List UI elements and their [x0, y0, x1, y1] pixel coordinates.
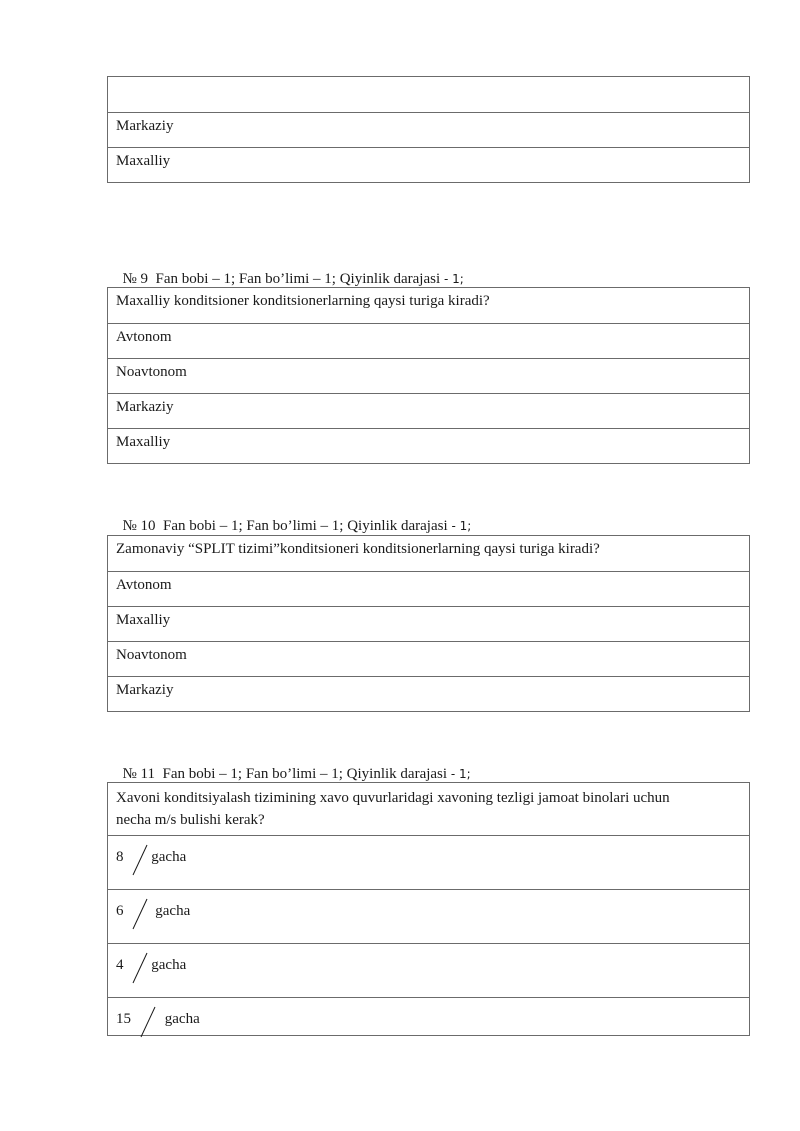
q11-table: [107, 782, 750, 1036]
q10-table: [107, 535, 750, 712]
q10-option: Markaziy: [108, 676, 749, 711]
option-suffix: gacha: [151, 957, 187, 973]
q10-heading-level: - 1;: [447, 519, 472, 533]
option-value: 4: [116, 957, 124, 973]
option-suffix: gacha: [164, 1011, 200, 1027]
q10-question: Zamonaviy “SPLIT tizimi”konditsioneri konditsionerlarning qaysi turiga kiradi?: [116, 541, 600, 557]
q11-question-line: Xavoni konditsiyalash tizimining xavo quvurlaridagi xavoning tezligi jamoat binolari uchun: [116, 790, 670, 806]
option-value: 8: [116, 849, 124, 865]
option-value: 15: [116, 1011, 131, 1027]
q11-option: [108, 943, 749, 997]
q11-question-line: necha m/s bulishi kerak?: [116, 812, 265, 828]
q9-question: Maxalliy konditsioner konditsionerlarning qaysi turiga kiradi?: [116, 293, 490, 309]
q11-heading-text: № 11 Fan bobi – 1; Fan bo’limi – 1; Qiyinlik darajasi: [122, 766, 448, 782]
table-row-option: Maxalliy: [108, 147, 749, 182]
q11-option: [108, 889, 749, 943]
q9-option: Maxalliy: [108, 428, 749, 463]
per-second-slash-icon: [130, 844, 150, 876]
q11-heading: [115, 749, 471, 783]
q10-heading-text: № 10 Fan bobi – 1; Fan bo’limi – 1; Qiyinlik darajasi: [122, 518, 448, 534]
table-row-empty: [108, 77, 749, 112]
per-second-slash-icon: [130, 898, 150, 930]
q9-option: Markaziy: [108, 393, 749, 428]
q9-heading-text: № 9 Fan bobi – 1; Fan bo’limi – 1; Qiyinlik darajasi: [122, 271, 441, 287]
q11-heading-level: - 1;: [447, 767, 471, 781]
q10-heading: [115, 501, 471, 535]
option-value: 6: [116, 903, 124, 919]
table-row-option: Markaziy: [108, 112, 749, 147]
q11-option: [108, 997, 749, 1035]
per-second-slash-icon: [138, 1006, 158, 1038]
q9-option: Noavtonom: [108, 358, 749, 393]
q9-heading-level: - 1;: [440, 272, 464, 286]
q10-option: Noavtonom: [108, 641, 749, 676]
q9-heading: [115, 254, 464, 288]
q11-question: [108, 783, 749, 835]
per-second-slash-icon: [130, 952, 150, 984]
q9-table: [107, 287, 750, 464]
q9-option: Avtonom: [108, 323, 749, 358]
option-suffix: gacha: [155, 903, 191, 919]
option-suffix: gacha: [151, 849, 187, 865]
q10-option: Avtonom: [108, 571, 749, 606]
top-answer-table: [107, 76, 750, 183]
q10-option: Maxalliy: [108, 606, 749, 641]
q11-option: [108, 835, 749, 889]
